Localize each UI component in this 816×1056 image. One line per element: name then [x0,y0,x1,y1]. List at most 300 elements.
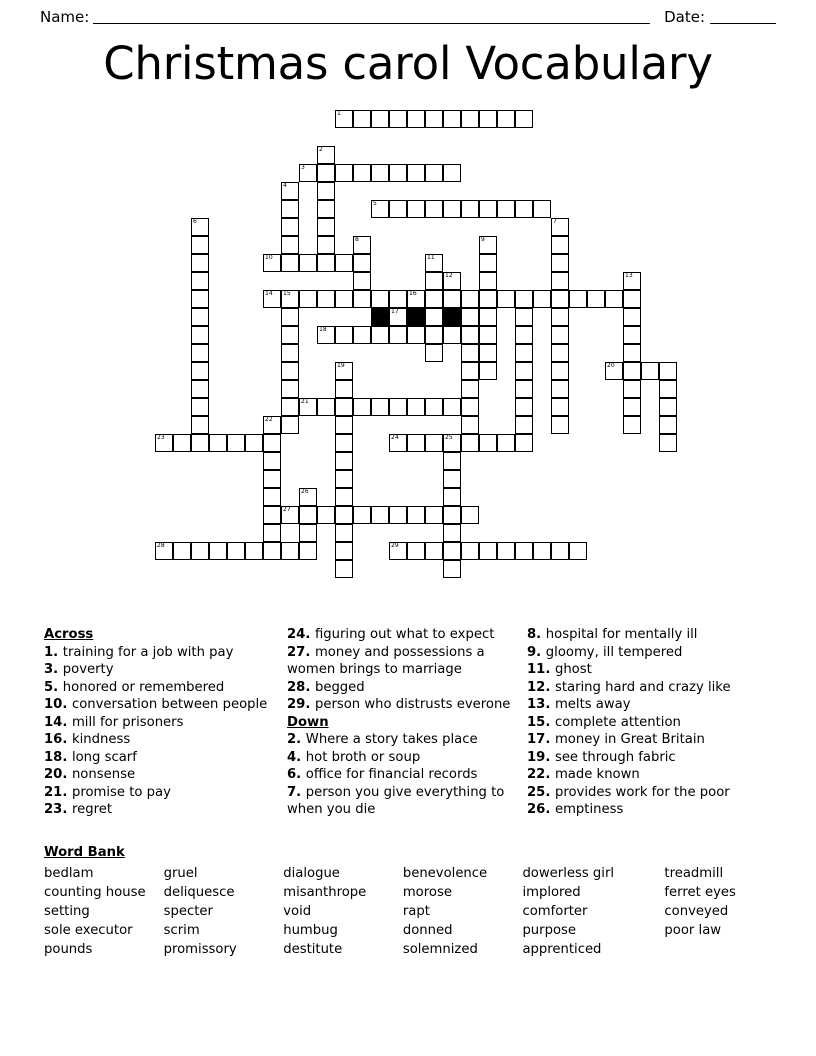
grid-cell[interactable] [479,362,497,380]
grid-cell[interactable] [551,290,569,308]
grid-cell[interactable] [551,218,569,236]
grid-cell-number: 28 [157,542,165,549]
grid-cell-number: 12 [445,272,453,279]
grid-cell[interactable] [515,326,533,344]
grid-cell[interactable] [497,110,515,128]
grid-cell[interactable] [479,110,497,128]
grid-cell[interactable] [533,200,551,218]
grid-cell-number: 14 [265,290,273,297]
clue-down-9 [527,644,764,662]
grid-cell[interactable] [425,542,443,560]
clue-down-22 [527,766,764,784]
clue-across-5 [44,679,277,697]
grid-cell[interactable] [335,488,353,506]
grid-cell[interactable] [389,542,407,560]
grid-cell[interactable] [551,272,569,290]
clue-text: honored or remembered [62,679,225,695]
grid-cell[interactable] [371,506,389,524]
grid-cell[interactable] [551,380,569,398]
grid-cell[interactable] [335,362,353,380]
grid-cell[interactable] [425,290,443,308]
word-bank-word: sole executor [44,923,133,938]
grid-cell[interactable] [191,308,209,326]
word-bank-word: purpose [522,923,577,938]
clue-down-2 [287,731,517,749]
grid-cell[interactable] [443,200,461,218]
grid-cell-number: 4 [283,182,287,189]
word-bank-word: destitute [283,942,343,957]
grid-cell[interactable] [245,434,263,452]
grid-cell[interactable] [389,434,407,452]
grid-cell[interactable] [659,398,677,416]
grid-cell[interactable] [461,362,479,380]
grid-cell[interactable] [281,380,299,398]
grid-cell[interactable] [317,236,335,254]
grid-cell[interactable] [515,434,533,452]
grid-cell[interactable] [515,416,533,434]
grid-cell[interactable] [335,254,353,272]
grid-cell[interactable] [623,344,641,362]
clue-text: staring hard and crazy like [554,679,731,695]
grid-cell[interactable] [425,344,443,362]
grid-cell[interactable] [515,380,533,398]
grid-cell[interactable] [443,398,461,416]
grid-cell[interactable] [371,290,389,308]
grid-cell-number: 16 [409,290,417,297]
grid-cell[interactable] [407,398,425,416]
grid-cell[interactable] [317,164,335,182]
grid-cell[interactable] [443,506,461,524]
grid-cell[interactable] [479,290,497,308]
grid-cell[interactable] [425,164,443,182]
grid-cell[interactable] [389,506,407,524]
grid-cell[interactable] [425,110,443,128]
grid-cell[interactable] [479,344,497,362]
grid-cell[interactable] [299,164,317,182]
grid-cell[interactable] [389,200,407,218]
grid-cell[interactable] [299,290,317,308]
clue-number: 15. [527,714,555,730]
grid-cell[interactable] [209,434,227,452]
grid-cell[interactable] [461,398,479,416]
grid-cell[interactable] [281,362,299,380]
grid-cell[interactable] [335,290,353,308]
grid-cell[interactable] [335,452,353,470]
grid-cell[interactable] [515,290,533,308]
word-bank-column-6 [664,864,784,959]
grid-cell-number: 8 [355,236,359,243]
grid-cell[interactable] [209,542,227,560]
clue-number: 2. [287,732,306,747]
grid-cell[interactable] [461,506,479,524]
clue-down-4 [287,749,517,767]
grid-cell[interactable] [389,164,407,182]
grid-cell[interactable] [551,344,569,362]
grid-cell[interactable] [317,506,335,524]
grid-cell[interactable] [317,326,335,344]
grid-cell[interactable] [371,200,389,218]
grid-cell[interactable] [461,308,479,326]
grid-cell[interactable] [443,434,461,452]
grid-cell[interactable] [353,398,371,416]
grid-cell[interactable] [281,344,299,362]
grid-cell[interactable] [659,416,677,434]
grid-cell[interactable] [263,434,281,452]
word-bank-word: void [283,904,312,919]
grid-cell[interactable] [515,398,533,416]
grid-cell[interactable] [461,416,479,434]
grid-cell[interactable] [281,218,299,236]
grid-cell[interactable] [263,254,281,272]
grid-cell[interactable] [335,560,353,578]
grid-cell[interactable] [623,308,641,326]
clue-text: conversation between people [71,697,268,712]
grid-cell[interactable] [443,542,461,560]
grid-cell[interactable] [497,290,515,308]
grid-cell[interactable] [389,308,407,326]
grid-cell[interactable] [299,488,317,506]
grid-cell[interactable] [425,200,443,218]
grid-cell[interactable] [317,398,335,416]
clues-column-1 [44,626,287,831]
grid-cell[interactable] [353,272,371,290]
grid-cell-number: 5 [373,200,377,207]
grid-cell[interactable] [551,236,569,254]
grid-cell[interactable] [281,254,299,272]
grid-cell[interactable] [191,344,209,362]
grid-cell[interactable] [443,272,461,290]
grid-cell[interactable] [623,326,641,344]
date-blank-line[interactable] [710,10,776,24]
grid-cell[interactable] [281,506,299,524]
word-bank-word: promissory [163,942,237,957]
grid-cell[interactable] [407,326,425,344]
grid-cell-number: 25 [445,434,453,441]
grid-cell[interactable] [281,326,299,344]
grid-cell[interactable] [443,164,461,182]
grid-cell[interactable] [371,326,389,344]
grid-cell[interactable] [461,434,479,452]
grid-cell[interactable] [461,344,479,362]
grid-cell[interactable] [425,308,443,326]
clue-text: office for financial records [305,767,478,782]
grid-cell[interactable] [281,542,299,560]
grid-cell-number: 3 [301,164,305,171]
grid-cell[interactable] [389,326,407,344]
grid-cell[interactable] [551,398,569,416]
grid-cell[interactable] [407,434,425,452]
grid-cell[interactable] [317,290,335,308]
grid-cell[interactable] [479,326,497,344]
clue-text: poverty [62,662,114,677]
grid-cell[interactable] [281,308,299,326]
clue-text: long scarf [71,749,137,765]
grid-cell[interactable] [461,326,479,344]
grid-cell[interactable] [371,164,389,182]
grid-cell[interactable] [443,524,461,542]
grid-cell[interactable] [479,308,497,326]
grid-cell[interactable] [515,344,533,362]
word-bank-word: poor law [664,923,722,938]
grid-cell[interactable] [281,200,299,218]
clue-down-25 [527,784,764,802]
grid-cell[interactable] [317,254,335,272]
grid-cell[interactable] [659,434,677,452]
grid-cell[interactable] [335,164,353,182]
grid-cell[interactable] [191,290,209,308]
grid-cell[interactable] [155,434,173,452]
grid-cell[interactable] [443,326,461,344]
grid-cell[interactable] [551,416,569,434]
grid-cell[interactable] [551,254,569,272]
grid-cell[interactable] [389,110,407,128]
grid-cell[interactable] [461,290,479,308]
grid-cell[interactable] [335,542,353,560]
word-bank-word: solemnized [402,942,478,957]
grid-cell[interactable] [335,506,353,524]
grid-cell[interactable] [443,110,461,128]
clue-across-1 [44,644,277,662]
grid-cell[interactable] [281,416,299,434]
grid-cell[interactable] [191,380,209,398]
clue-number: 14. [44,714,72,730]
clues-column-2 [287,626,527,831]
grid-cell[interactable] [191,362,209,380]
clue-number: 6. [287,767,306,782]
clue-text: money in Great Britain [554,732,705,747]
grid-cell[interactable] [353,506,371,524]
grid-cell[interactable] [479,542,497,560]
grid-cell[interactable] [263,470,281,488]
clue-number: 18. [44,749,72,765]
grid-cell[interactable] [407,110,425,128]
grid-cell[interactable] [191,398,209,416]
grid-cell[interactable] [263,452,281,470]
grid-cell[interactable] [335,110,353,128]
grid-cell[interactable] [551,542,569,560]
word-bank-column-3 [283,864,403,959]
grid-cell[interactable] [281,182,299,200]
grid-cell[interactable] [623,290,641,308]
grid-cell[interactable] [335,380,353,398]
grid-cell[interactable] [191,254,209,272]
grid-cell[interactable] [623,362,641,380]
word-bank-columns [44,864,784,959]
grid-cell[interactable] [389,398,407,416]
grid-cell[interactable] [353,164,371,182]
word-bank-column-5 [522,864,664,959]
grid-cell[interactable] [605,290,623,308]
grid-cell[interactable] [551,308,569,326]
grid-cell[interactable] [335,434,353,452]
grid-cell[interactable] [191,416,209,434]
crossword-grid[interactable] [0,104,816,594]
grid-cell[interactable] [497,200,515,218]
clue-text: made known [554,767,640,782]
grid-cell[interactable] [425,254,443,272]
grid-cell[interactable] [263,290,281,308]
grid-cell-blocked [407,308,425,326]
grid-cell[interactable] [317,200,335,218]
grid-cell[interactable] [497,542,515,560]
grid-cell[interactable] [443,290,461,308]
grid-cell[interactable] [191,236,209,254]
grid-cell[interactable] [497,434,515,452]
name-blank-line[interactable] [93,10,650,24]
grid-cell[interactable] [371,398,389,416]
clue-number: 7. [287,784,306,800]
grid-cell[interactable] [461,542,479,560]
clue-text: hot broth or soup [305,749,421,765]
word-bank-word: humbug [283,923,338,938]
grid-cell[interactable] [479,236,497,254]
grid-cell[interactable] [407,164,425,182]
grid-cell[interactable] [479,254,497,272]
clue-across-14 [44,714,277,732]
grid-cell[interactable] [191,434,209,452]
grid-cell[interactable] [173,542,191,560]
grid-cell[interactable] [605,362,623,380]
grid-cell[interactable] [623,272,641,290]
grid-cell[interactable] [443,488,461,506]
grid-cell[interactable] [533,290,551,308]
grid-cell[interactable] [407,506,425,524]
clue-text: begged [314,679,365,695]
grid-cell[interactable] [587,290,605,308]
grid-cell-number: 9 [481,236,485,243]
grid-cell[interactable] [425,272,443,290]
grid-cell[interactable] [299,506,317,524]
clue-number: 21. [44,784,72,800]
grid-cell[interactable] [515,308,533,326]
grid-cell-blocked [443,308,461,326]
clue-text: person who distrusts everone [314,697,511,712]
grid-cell[interactable] [317,182,335,200]
grid-cell[interactable] [443,470,461,488]
clue-text: emptiness [554,802,624,817]
word-bank-word: gruel [163,866,198,881]
clue-number: 3. [44,662,63,677]
grid-cell[interactable] [641,362,659,380]
grid-cell[interactable] [551,362,569,380]
grid-cell[interactable] [659,380,677,398]
word-bank-word: benevolence [402,866,488,881]
grid-cell[interactable] [173,434,191,452]
grid-cell[interactable] [479,434,497,452]
grid-cell[interactable] [353,290,371,308]
grid-cell[interactable] [533,542,551,560]
grid-cell[interactable] [245,542,263,560]
grid-cell[interactable] [659,362,677,380]
grid-cell[interactable] [317,146,335,164]
word-bank-word: dowerless girl [522,866,615,881]
word-bank-word: apprenticed [522,942,602,957]
grid-cell[interactable] [281,236,299,254]
grid-cell[interactable] [299,398,317,416]
grid-cell[interactable] [515,200,533,218]
word-bank-word: specter [163,904,213,919]
grid-cell[interactable] [353,236,371,254]
grid-cell[interactable] [443,452,461,470]
clues-column-3 [527,626,774,831]
grid-cell[interactable] [371,110,389,128]
grid-cell[interactable] [407,200,425,218]
grid-cell[interactable] [263,488,281,506]
grid-cell[interactable] [155,542,173,560]
grid-cell[interactable] [263,416,281,434]
grid-cell[interactable] [425,434,443,452]
grid-cell[interactable] [569,542,587,560]
clue-text: complete attention [554,714,681,730]
grid-cell[interactable] [623,380,641,398]
grid-cell[interactable] [335,524,353,542]
grid-cell[interactable] [191,272,209,290]
grid-cell[interactable] [353,326,371,344]
grid-cell[interactable] [461,200,479,218]
grid-cell[interactable] [227,434,245,452]
grid-cell[interactable] [551,326,569,344]
clues-section [44,626,774,831]
grid-cell[interactable] [191,542,209,560]
grid-cell[interactable] [425,398,443,416]
grid-cell[interactable] [335,416,353,434]
grid-cell[interactable] [263,506,281,524]
grid-cell[interactable] [227,542,245,560]
clue-number: 16. [44,732,72,747]
grid-cell[interactable] [335,326,353,344]
clue-down-17 [527,731,764,749]
grid-cell[interactable] [299,254,317,272]
word-bank-column-2 [164,864,284,959]
clue-number: 8. [527,627,546,642]
clue-down-26 [527,801,764,819]
grid-cell[interactable] [353,110,371,128]
clue-number: 24. [287,627,315,642]
grid-cell[interactable] [425,326,443,344]
grid-cell[interactable] [515,542,533,560]
grid-cell[interactable] [335,470,353,488]
grid-cell[interactable] [479,200,497,218]
clue-text: provides work for the poor [554,784,730,800]
grid-cell[interactable] [569,290,587,308]
grid-cell[interactable] [623,398,641,416]
grid-cell[interactable] [335,398,353,416]
grid-cell[interactable] [281,398,299,416]
grid-cell[interactable] [515,110,533,128]
grid-cell[interactable] [281,290,299,308]
grid-cell[interactable] [407,290,425,308]
grid-cell[interactable] [317,218,335,236]
grid-cell[interactable] [353,254,371,272]
grid-cell[interactable] [389,290,407,308]
grid-cell[interactable] [191,218,209,236]
grid-cell[interactable] [263,542,281,560]
grid-cell[interactable] [299,542,317,560]
grid-cell[interactable] [191,326,209,344]
grid-cell[interactable] [479,272,497,290]
grid-cell[interactable] [461,380,479,398]
grid-cell[interactable] [623,416,641,434]
grid-cell[interactable] [443,560,461,578]
grid-cell[interactable] [263,524,281,542]
grid-cell[interactable] [515,362,533,380]
grid-cell[interactable] [407,542,425,560]
grid-cell[interactable] [299,524,317,542]
down-heading: Down [287,714,329,730]
grid-cell-blocked [371,308,389,326]
grid-cell[interactable] [425,506,443,524]
grid-cell[interactable] [461,110,479,128]
